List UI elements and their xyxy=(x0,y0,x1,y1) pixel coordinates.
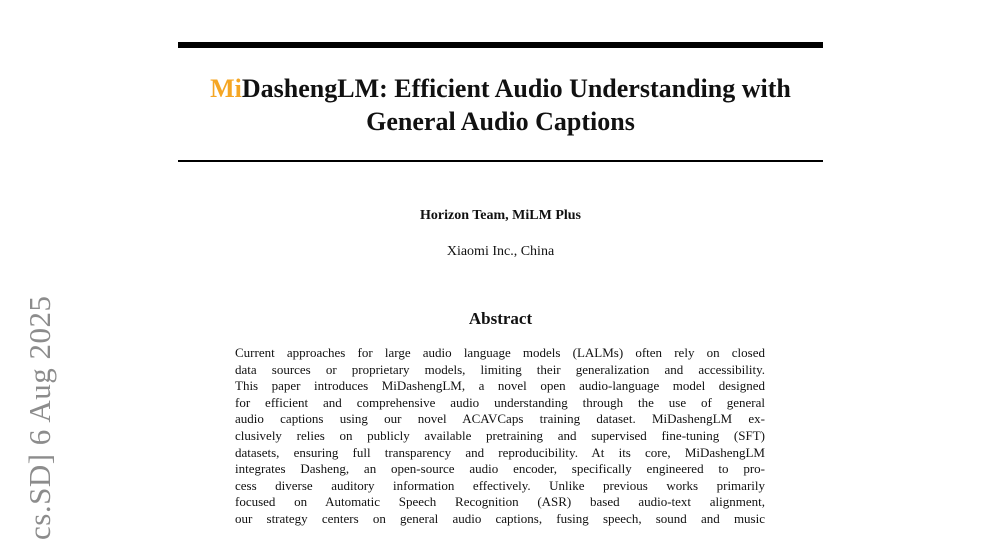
abstract-line: focused on Automatic Speech Recognition (ASR) based audio-text alignment, xyxy=(235,494,765,510)
abstract-line: cess diverse auditory information effectively. Unlike previous works primarily xyxy=(235,477,765,493)
abstract-line: This paper introduces MiDashengLM, a novel open audio-language model designed xyxy=(235,378,765,394)
abstract-line: integrates Dasheng, an open-source audio encoder, specifically engineered to pro- xyxy=(235,461,765,477)
title-accent: Mi xyxy=(210,74,242,103)
top-rule xyxy=(178,42,823,48)
abstract-heading: Abstract xyxy=(468,309,533,328)
abstract-body xyxy=(235,345,765,528)
paper-title xyxy=(178,72,823,138)
abstract-line: our strategy centers on general audio captions, fusing speech, sound and music xyxy=(235,510,765,526)
bottom-rule xyxy=(178,160,823,162)
arxiv-stamp: cs.SD] 6 Aug 2025 xyxy=(22,295,57,540)
abstract-line: for efficient and comprehensive audio understanding through the use of general xyxy=(235,394,765,410)
abstract-line: data sources or proprietary models, limiting their generalization and accessibility. xyxy=(235,361,765,377)
abstract-line: audio captions using our novel ACAVCaps training dataset. MiDashengLM ex- xyxy=(235,411,765,427)
title-line-2: General Audio Captions xyxy=(366,107,635,136)
title-line-1: DashengLM: Efficient Audio Understanding with xyxy=(241,74,791,103)
abstract-line: clusively relies on publicly available pretraining and supervised fine-tuning (SFT) xyxy=(235,427,765,443)
abstract-line: datasets, ensuring full transparency and reproducibility. At its core, MiDashengLM xyxy=(235,444,765,460)
authors: Horizon Team, MiLM Plus xyxy=(420,208,581,223)
affiliation: Xiaomi Inc., China xyxy=(446,244,555,259)
abstract-line: Current approaches for large audio language models (LALMs) often rely on closed xyxy=(235,345,765,360)
